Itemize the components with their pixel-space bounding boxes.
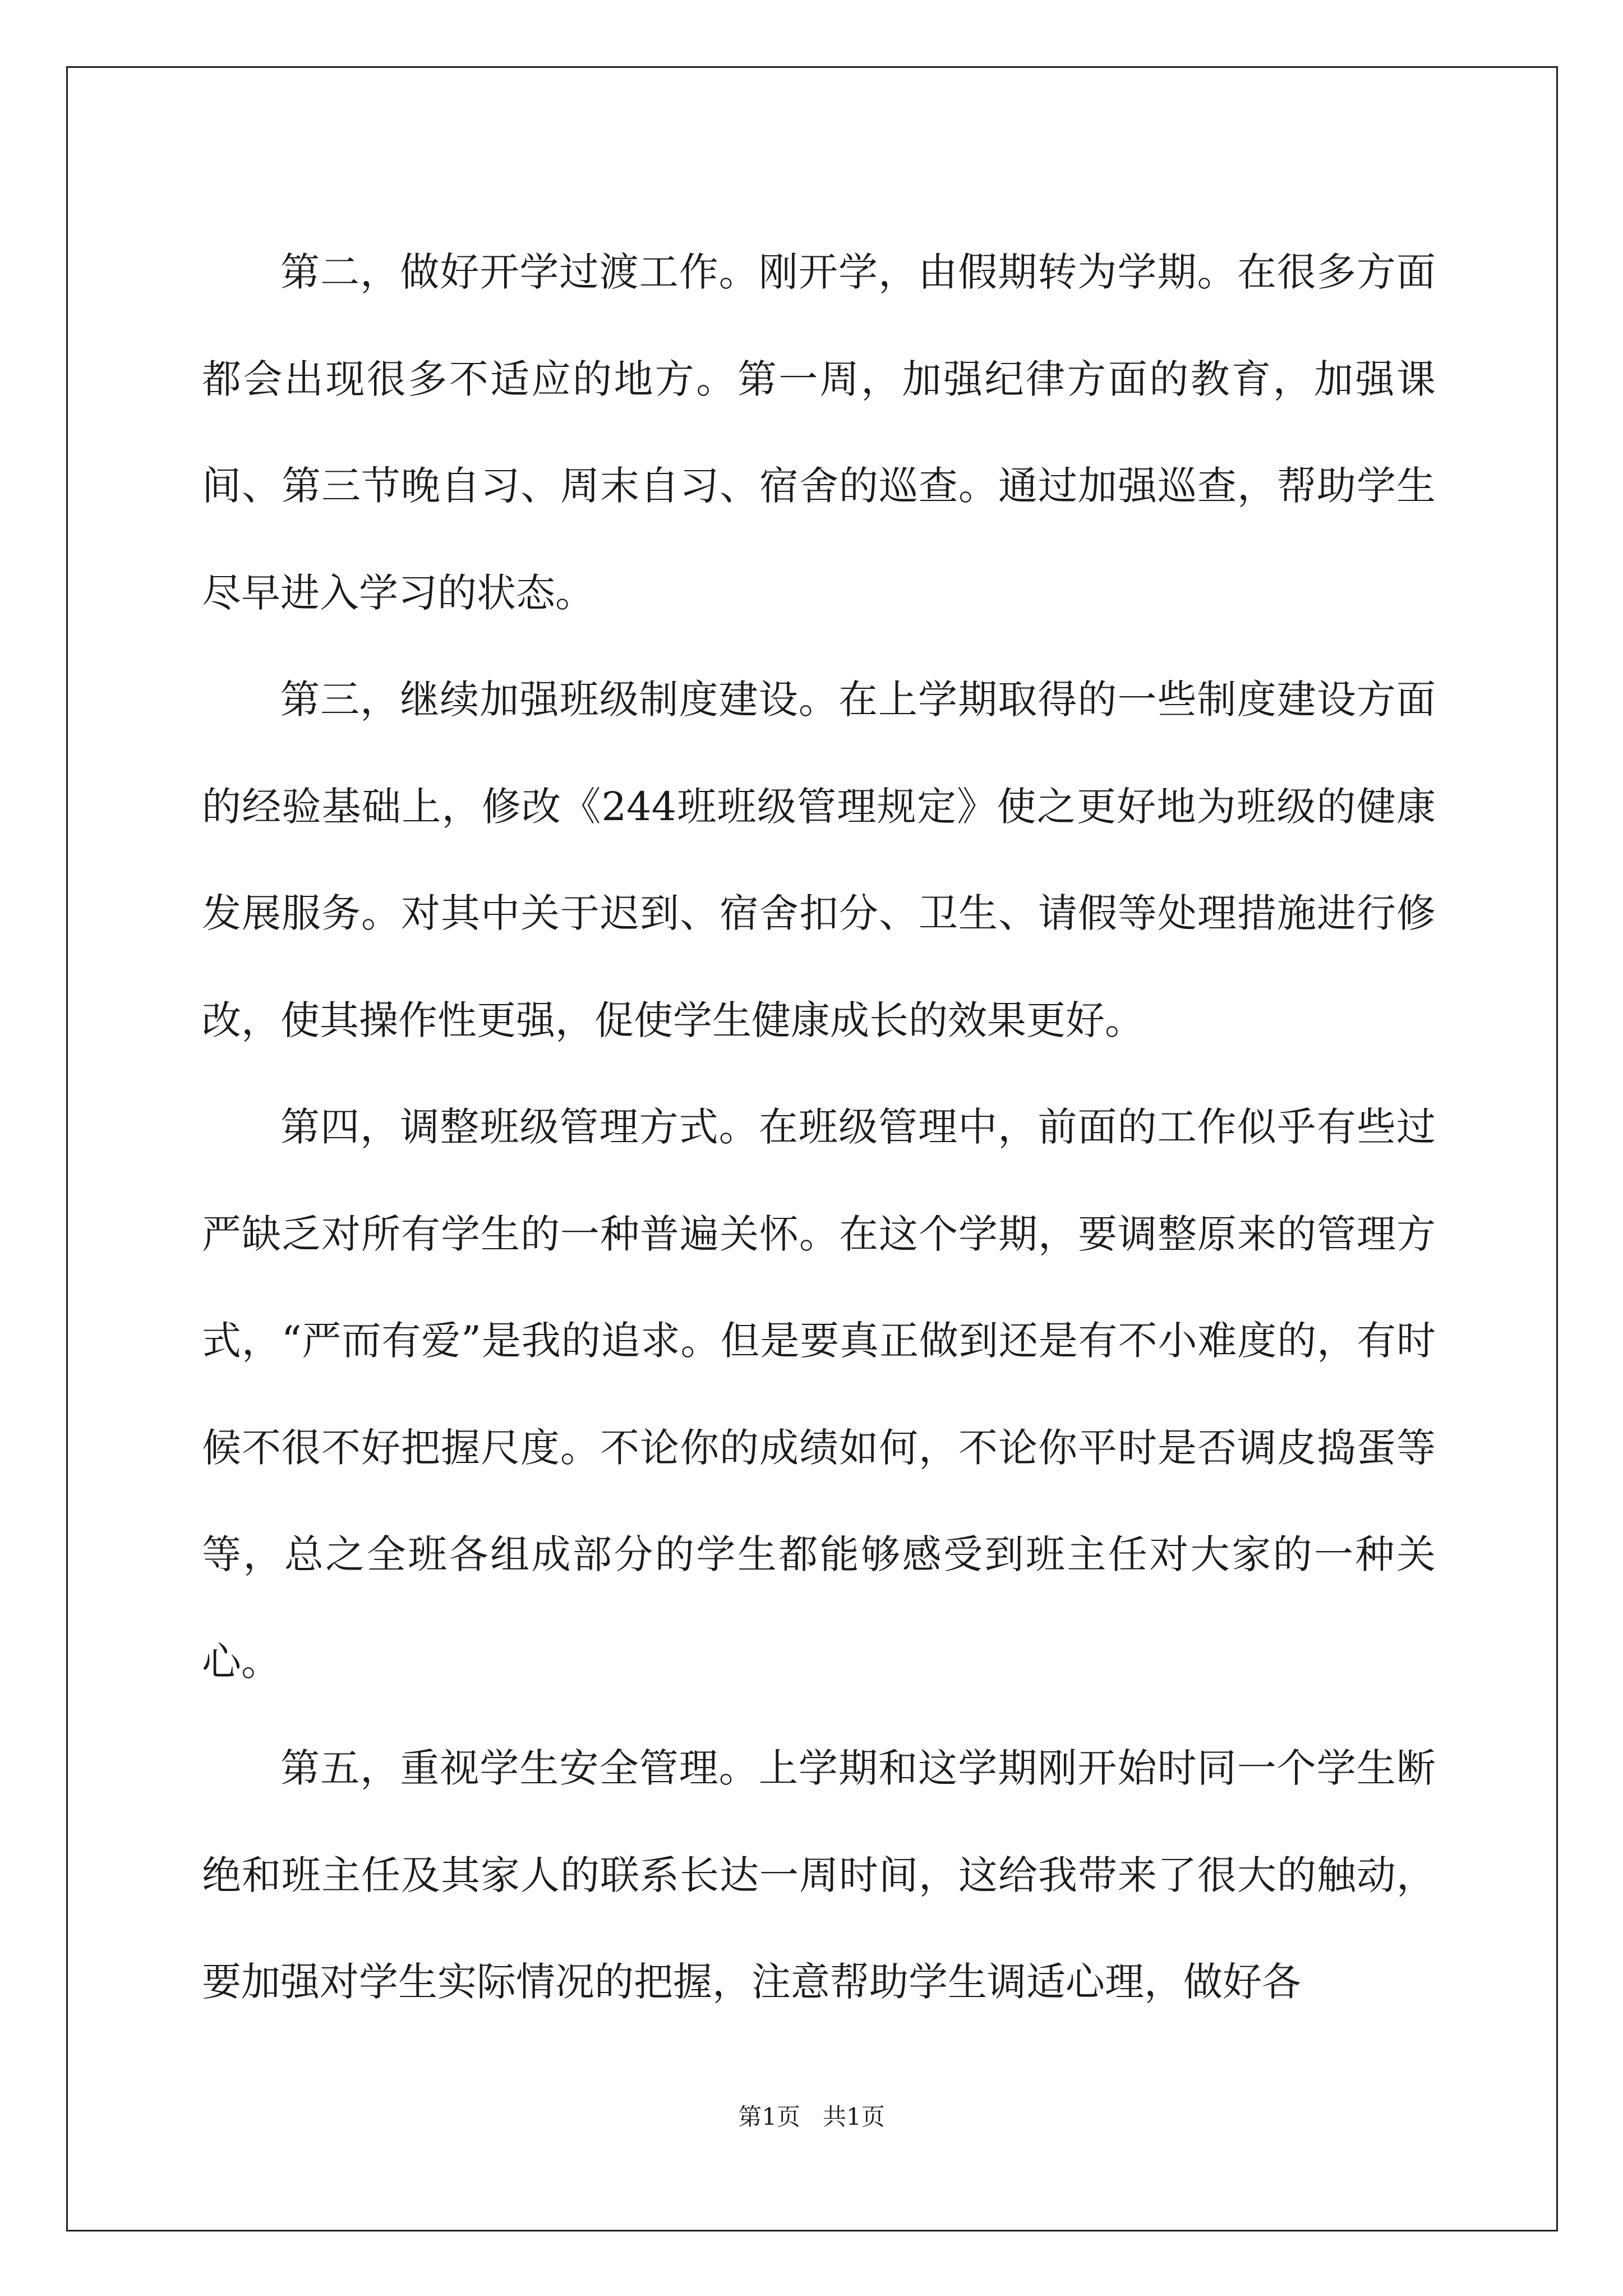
paragraph: 第四，调整班级管理方式。在班级管理中，前面的工作似乎有些过严缺乏对所有学生的一种普遍关怀。在这个学期，要调整原来的管理方式，“严而有爱”是我的追求。但是要真正做到还是有不小难度的，有时候不很不好把握尺度。不论你的成绩如何，不论你平时是否调皮捣蛋等等，总之全班各组成部分的学生都能够感受到班主任对大家的一种关心。 (202, 1104, 1436, 1685)
paragraph: 第二，做好开学过渡工作。刚开学，由假期转为学期。在很多方面都会出现很多不适应的地方。第一周，加强纪律方面的教育，加强课间、第三节晚自习、周末自习、宿舍的巡查。通过加强巡查，帮助学生尽早进入学习的状态。 (202, 249, 1436, 616)
document-body (202, 219, 1436, 2036)
page-number-footer: 第1页 共1页 (738, 2103, 885, 2131)
paragraph: 第五，重视学生安全管理。上学期和这学期刚开始时同一个学生断绝和班主任及其家人的联系长达一周时间，这给我带来了很大的触动，要加强对学生实际情况的把握，注意帮助学生调适心理，做好各 (202, 1745, 1436, 2005)
paragraph: 第三，继续加强班级制度建设。在上学期取得的一些制度建设方面的经验基础上，修改《244班班级管理规定》使之更好地为班级的健康发展服务。对其中关于迟到、宿舍扣分、卫生、请假等处理措施进行修改，使其操作性更强，促使学生健康成长的效果更好。 (202, 677, 1436, 1043)
